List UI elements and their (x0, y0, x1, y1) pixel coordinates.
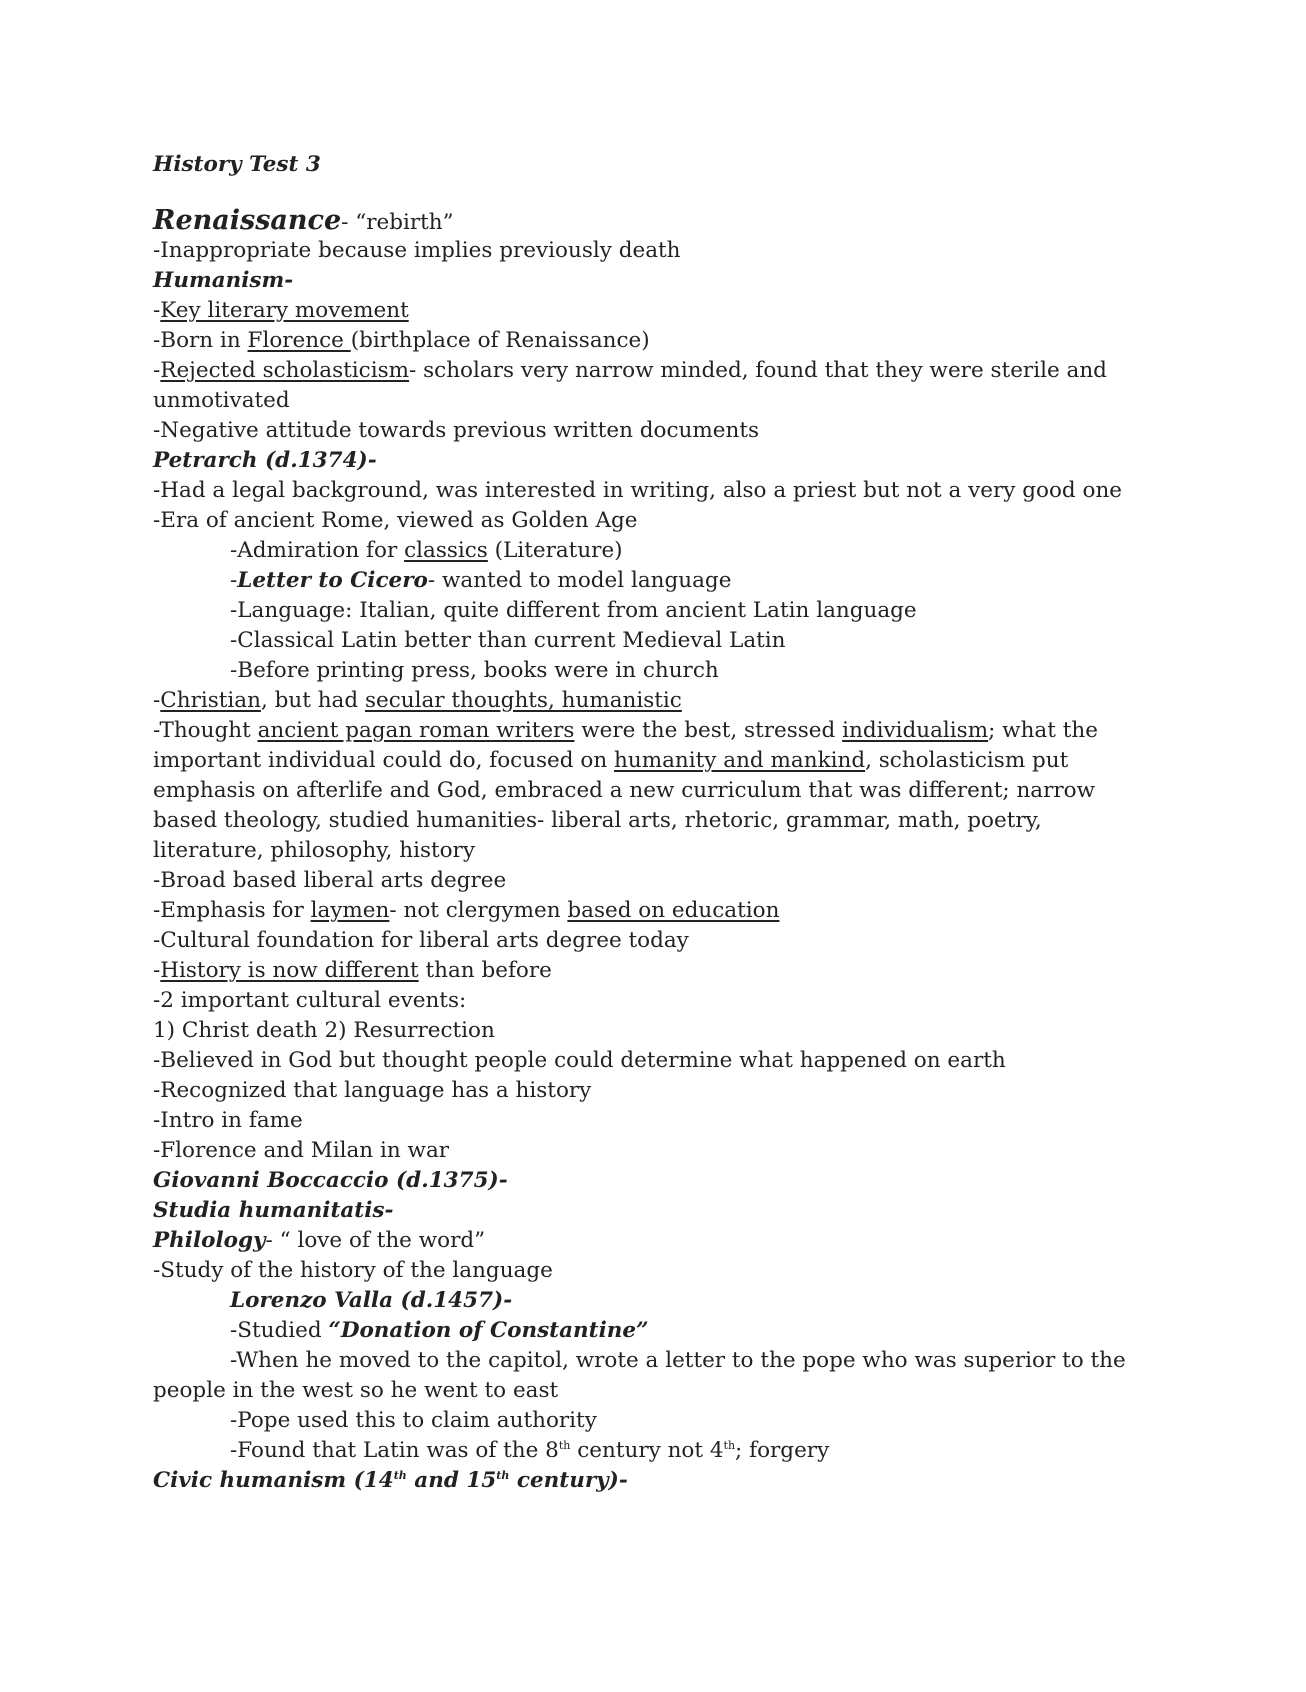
civic-humanism-heading: Civic humanism (14th and 15th century)- (153, 1468, 628, 1493)
note-line: -Broad based liberal arts degree (153, 868, 507, 893)
notes-page (153, 150, 1163, 1496)
note-line: -Letter to Cicero- wanted to model language (230, 568, 732, 593)
note-line: -Admiration for classics (Literature) (230, 538, 623, 563)
note-line: -Found that Latin was of the 8th century not 4th; forgery (230, 1438, 830, 1463)
note-line: emphasis on afterlife and God, embraced a new curriculum that was different; narrow (153, 778, 1096, 803)
note-line: based theology, studied humanities- liberal arts, rhetoric, grammar, math, poetry, (153, 808, 1042, 833)
note-line: people in the west so he went to east (153, 1378, 559, 1403)
boccaccio-heading: Giovanni Boccaccio (d.1375)- (153, 1168, 508, 1193)
note-line: important individual could do, focused on humanity and mankind, scholasticism put (153, 748, 1069, 773)
note-line: -Christian, but had secular thoughts, humanistic (153, 688, 682, 713)
note-line: -Believed in God but thought people could determine what happened on earth (153, 1048, 1006, 1073)
note-line: literature, philosophy, history (153, 838, 475, 863)
note-line: -Key literary movement (153, 298, 409, 323)
studia-heading: Studia humanitatis- (153, 1198, 394, 1223)
note-line: -Cultural foundation for liberal arts degree today (153, 928, 689, 953)
note-line: -Negative attitude towards previous written documents (153, 418, 760, 443)
valla-heading: Lorenzo Valla (d.1457)- (230, 1288, 513, 1313)
note-line: -Era of ancient Rome, viewed as Golden Age (153, 508, 638, 533)
note-line: -Before printing press, books were in church (230, 658, 719, 683)
note-line: -Recognized that language has a history (153, 1078, 592, 1103)
philology-heading: Philology- “ love of the word” (153, 1228, 486, 1253)
note-line: -Thought ancient pagan roman writers were the best, stressed individualism; what the (153, 718, 1098, 743)
note-line: -2 important cultural events: (153, 988, 467, 1013)
page-title: History Test 3 (153, 152, 321, 177)
note-line: -Intro in fame (153, 1108, 303, 1133)
renaissance-heading: Renaissance- “rebirth” (153, 205, 454, 236)
note-line: -Studied “Donation of Constantine” (230, 1318, 649, 1343)
note-line: -Born in Florence (birthplace of Renaissance) (153, 328, 650, 353)
note-line: 1) Christ death 2) Resurrection (153, 1018, 495, 1043)
note-line: -Pope used this to claim authority (230, 1408, 597, 1433)
note-line: -Florence and Milan in war (153, 1138, 450, 1163)
note-line: -When he moved to the capitol, wrote a letter to the pope who was superior to the (230, 1348, 1126, 1373)
note-line: -History is now different than before (153, 958, 552, 983)
note-line: unmotivated (153, 388, 290, 413)
petrarch-heading: Petrarch (d.1374)- (153, 448, 377, 473)
spacer (153, 180, 1163, 206)
note-line: -Classical Latin better than current Medieval Latin (230, 628, 786, 653)
note-line: -Language: Italian, quite different from ancient Latin language (230, 598, 917, 623)
note-line: -Emphasis for laymen- not clergymen based on education (153, 898, 780, 923)
humanism-heading: Humanism- (153, 268, 294, 293)
note-line: -Study of the history of the language (153, 1258, 553, 1283)
note-line: -Had a legal background, was interested in writing, also a priest but not a very good one (153, 478, 1123, 503)
note-line: -Inappropriate because implies previously death (153, 238, 681, 263)
note-line: -Rejected scholasticism- scholars very narrow minded, found that they were sterile and (153, 358, 1107, 383)
